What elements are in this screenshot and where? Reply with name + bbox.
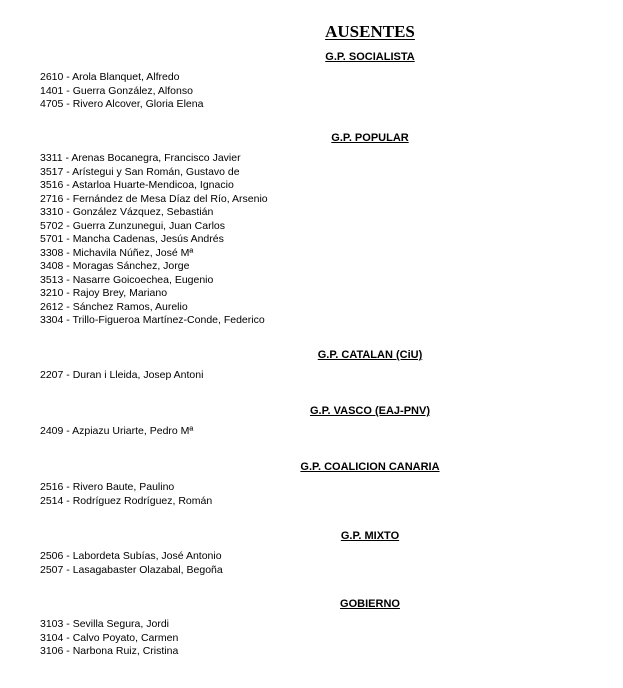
- member-entry: 2610 - Arola Blanquet, Alfredo: [40, 71, 180, 83]
- member-list: [40, 369, 203, 383]
- member-entry: 2514 - Rodríguez Rodríguez, Román: [40, 494, 213, 507]
- member-entry: 3106 - Narbona Ruiz, Cristina: [40, 645, 179, 657]
- member-entry: 3311 - Arenas Bocanegra, Francisco Javier: [40, 152, 241, 164]
- member-entry: 2506 - Labordeta Subías, José Antonio: [40, 550, 222, 562]
- member-entry: 2507 - Lasagabaster Olazabal, Begoña: [40, 563, 223, 576]
- member-entry: 2207 - Duran i Lleida, Josep Antoni: [40, 369, 204, 381]
- member-entry: 3304 - Trillo-Figueroa Martínez-Conde, Federico: [40, 314, 265, 326]
- member-entry: 3210 - Rajoy Brey, Mariano: [40, 287, 168, 299]
- member-entry: 5701 - Mancha Cadenas, Jesús Andrés: [40, 233, 224, 245]
- member-entry: 1401 - Guerra González, Alfonso: [40, 84, 193, 97]
- member-entry: 3310 - González Vázquez, Sebastián: [40, 206, 214, 218]
- member-entry: 3516 - Astarloa Huarte-Mendicoa, Ignacio: [40, 179, 234, 191]
- member-list: [40, 152, 268, 328]
- member-entry: 2612 - Sánchez Ramos, Aurelio: [40, 300, 188, 313]
- member-entry: 3408 - Moragas Sánchez, Jorge: [40, 260, 190, 272]
- member-entry: 2516 - Rivero Baute, Paulino: [40, 481, 175, 493]
- member-list: [40, 618, 178, 659]
- page-title: AUSENTES: [325, 22, 415, 41]
- member-entry: 3308 - Michavila Núñez, José Mª: [40, 246, 194, 259]
- member-entry: 5702 - Guerra Zunzunegui, Juan Carlos: [40, 219, 226, 232]
- member-list: [40, 550, 223, 577]
- member-list: [40, 481, 212, 508]
- member-entry: 2716 - Fernández de Mesa Díaz del Río, Arsenio: [40, 192, 268, 205]
- group-heading: G.P. SOCIALISTA: [325, 51, 415, 63]
- group-heading: G.P. VASCO (EAJ-PNV): [309, 405, 430, 417]
- group-heading: GOBIERNO: [340, 598, 400, 610]
- member-entry: 3104 - Calvo Poyato, Carmen: [40, 631, 179, 644]
- group-heading: G.P. POPULAR: [331, 132, 409, 144]
- group-heading: G.P. CATALAN (CiU): [317, 349, 423, 361]
- member-list: [40, 425, 193, 439]
- member-entry: 2409 - Azpiazu Uriarte, Pedro Mª: [40, 425, 194, 437]
- group-heading: G.P. MIXTO: [340, 530, 400, 542]
- member-list: [40, 71, 203, 112]
- member-entry: 3103 - Sevilla Segura, Jordi: [40, 618, 169, 630]
- member-entry: 3513 - Nasarre Goicoechea, Eugenio: [40, 273, 214, 286]
- group-heading: G.P. COALICION CANARIA: [300, 461, 440, 473]
- member-entry: 3517 - Arístegui y San Román, Gustavo de: [40, 165, 240, 178]
- member-entry: 4705 - Rivero Alcover, Gloria Elena: [40, 98, 204, 110]
